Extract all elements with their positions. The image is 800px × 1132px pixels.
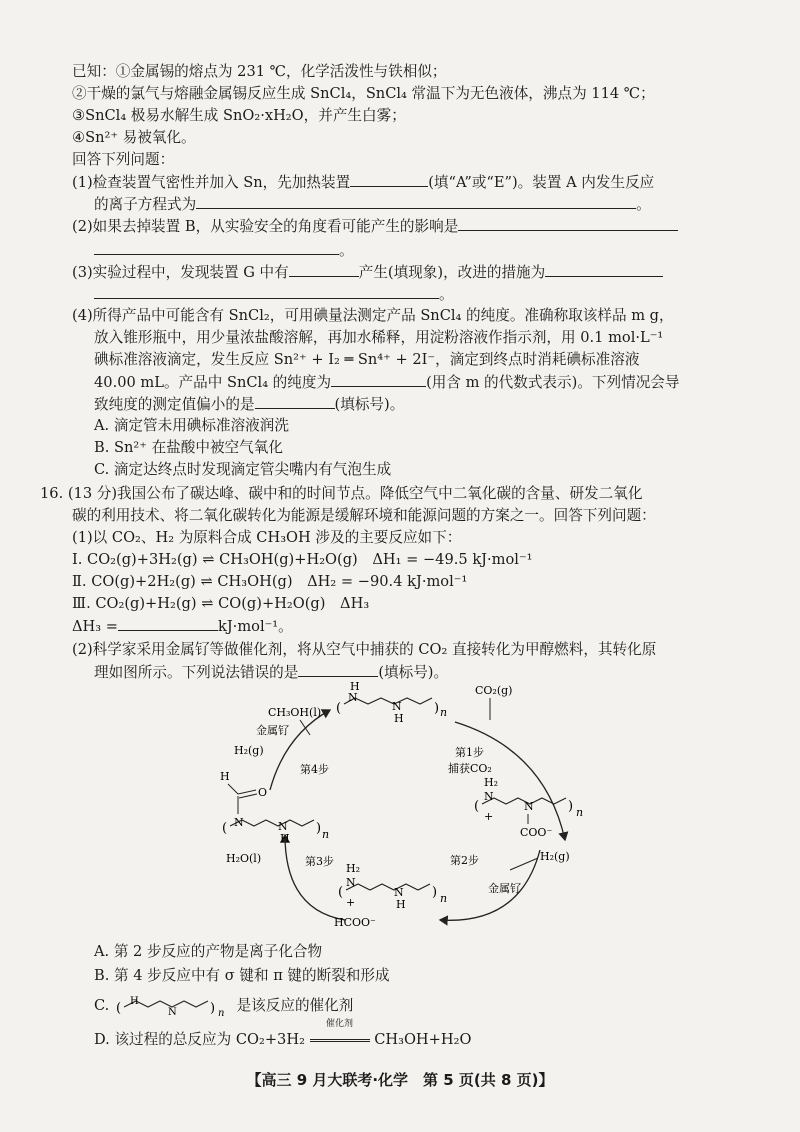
formamide-structure: [220, 770, 329, 845]
svg-text:(: (: [222, 821, 228, 836]
q15-part1-line2: 的离子方程式为 。: [94, 196, 651, 213]
q16-heading-2: 碳的利用技术、将二氧化碳转化为能源是缓解环境和能源问题的方案之一。回答下列问题：: [72, 507, 656, 524]
svg-text:N: N: [524, 800, 534, 813]
svg-text:H: H: [396, 898, 406, 911]
q16-heading-1: 16. (13 分)我国公布了碳达峰、碳中和的时间节点。降低空气中二氧化碳的含量、研发二氧化: [40, 485, 643, 502]
q16-part1-intro: (1)以 CO₂、H₂ 为原料合成 CH₃OH 涉及的主要反应如下：: [72, 529, 462, 546]
svg-text:n: n: [322, 828, 330, 841]
known-3: ③SnCl₄ 极易水解生成 SnO₂·xH₂O，并产生白雾；: [72, 107, 406, 124]
answer-blank[interactable]: [298, 662, 378, 677]
svg-text:N: N: [167, 1007, 177, 1018]
known-2: ②干燥的氯气与熔融金属锡反应生成 SnCl₄，SnCl₄ 常温下为无色液体，沸点为 114 ℃；: [72, 85, 655, 102]
q16-part2-line1: (2)科学家采用金属钌等做催化剂，将从空气中捕获的 CO₂ 直接转化为甲醇燃料，其转化原: [72, 641, 657, 658]
svg-text:): ): [568, 799, 574, 814]
step4-reagent: H₂(g): [234, 744, 264, 757]
svg-text:COO⁻: COO⁻: [520, 826, 553, 839]
q15-part4-line2: 放入锥形瓶中，用少量浓盐酸溶解，再加水稀释，用淀粉溶液作指示剂，用 0.1 mol·L⁻¹: [94, 329, 664, 346]
page-footer: 【高三 9 月大联考·化学 第 5 页(共 8 页)】: [246, 1071, 554, 1089]
step4-catalyst: 金属钌: [256, 724, 289, 737]
carbamate-structure: [474, 776, 583, 839]
product-methanol: CH₃OH(l): [268, 706, 322, 719]
svg-text:N: N: [348, 691, 358, 704]
svg-text:H₂: H₂: [346, 862, 361, 875]
q16-option-a: A. 第 2 步反应的产物是离子化合物: [94, 943, 323, 960]
svg-text:N: N: [346, 876, 356, 889]
q15-part2-line1: (2)如果去掉装置 B，从实验安全的角度看可能产生的影响是: [72, 216, 762, 237]
svg-text:N: N: [484, 790, 494, 803]
q15-part1-line1: (1)检查装置气密性并加入 Sn，先加热装置 (填“A”或“E”)。装置 A 内发生反应: [72, 174, 655, 191]
q15-part2-line2: 。: [94, 240, 784, 261]
svg-text:H: H: [394, 712, 404, 725]
known-intro: 已知：①金属锡的熔点为 231 ℃，化学活泼性与铁相似；: [72, 63, 447, 80]
svg-text:N: N: [394, 886, 404, 899]
cycle-arrow-step1: [455, 722, 565, 840]
q15-part4-line1: (4)所得产品中可能含有 SnCl₂，可用碘量法测定产品 SnCl₄ 的纯度。准确称取该样品 m g，: [72, 307, 674, 324]
answer-blank[interactable]: [118, 616, 218, 631]
svg-text:HCOO⁻: HCOO⁻: [334, 916, 376, 929]
svg-text:(: (: [474, 799, 480, 814]
reaction-1: Ⅰ. CO₂(g)+3H₂(g) ⇌ CH₃OH(g)+H₂O(g) ΔH₁ = −49.5 kJ·mol⁻¹: [72, 551, 533, 568]
answer-prompt: 回答下列问题：: [72, 151, 175, 168]
q15-option-a: A. 滴定管未用碘标准溶液润洗: [94, 417, 289, 434]
svg-text:n: n: [217, 1008, 225, 1019]
svg-text:O: O: [258, 786, 268, 799]
catalyst-top-structure: [336, 680, 447, 725]
svg-text:+: +: [346, 896, 356, 909]
q15-part4-line3: 碘标准溶液滴定，发生反应 Sn²⁺ + I₂ ═ Sn⁴⁺ + 2I⁻，滴定到终点时消耗碘标准溶液: [94, 351, 640, 368]
reaction-2: Ⅱ. CO(g)+2H₂(g) ⇌ CH₃OH(g) ΔH₂ = −90.4 kJ·mol⁻¹: [72, 573, 468, 590]
reaction-3: Ⅲ. CO₂(g)+H₂(g) ⇌ CO(g)+H₂O(g) ΔH₃: [72, 595, 370, 612]
formate-salt-structure: [334, 862, 447, 929]
step3-label: 第3步: [305, 855, 334, 868]
q15-option-b: B. Sn²⁺ 在盐酸中被空气氧化: [94, 439, 283, 456]
q16-option-b: B. 第 4 步反应中有 σ 键和 π 键的断裂和形成: [94, 967, 390, 984]
svg-text:N: N: [234, 816, 244, 829]
svg-text:H₂: H₂: [484, 776, 499, 789]
svg-text:n: n: [576, 806, 584, 819]
q16-option-d: D. 该过程的总反应为 CO₂+3H₂ 催化剂 CH₃OH+H₂O: [94, 1019, 472, 1048]
q15-option-c: C. 滴定达终点时发现滴定管尖嘴内有气泡生成: [94, 461, 392, 478]
cycle-arrow-step4: [270, 710, 330, 790]
delta-h3-line: ΔH₃ = kJ·mol⁻¹。: [72, 618, 293, 635]
q15-part3-end: 。: [94, 284, 784, 305]
svg-text:H: H: [350, 680, 360, 693]
svg-text:n: n: [440, 706, 448, 719]
answer-blank[interactable]: [331, 372, 426, 387]
svg-text:+: +: [484, 810, 494, 823]
q16-option-c: C. ( ) n H N 是该反应的催化剂: [94, 996, 354, 1019]
answer-blank[interactable]: [458, 216, 678, 231]
answer-blank[interactable]: [196, 194, 636, 209]
q15-part4-line5: 致纯度的测定值偏小的是 (填标号)。: [94, 396, 405, 413]
answer-blank[interactable]: [94, 240, 339, 255]
step2-catalyst: 金属钌: [488, 882, 521, 895]
q15-part3: (3)实验过程中，发现装置 G 中有 产生(填现象)，改进的措施为: [72, 262, 762, 283]
svg-text:(: (: [336, 701, 342, 716]
catalyst-arrow: 催化剂: [310, 1030, 370, 1050]
water-product: H₂O(l): [226, 852, 262, 865]
known-4: ④Sn²⁺ 易被氧化。: [72, 129, 196, 146]
step2-label: 第2步: [450, 854, 479, 867]
svg-text:N: N: [278, 820, 288, 833]
svg-text:(: (: [115, 1001, 122, 1016]
q15-part4-line4: 40.00 mL。产品中 SnCl₄ 的纯度为 (用含 m 的代数式表示)。下列情况会导: [94, 374, 680, 391]
answer-blank[interactable]: [94, 284, 439, 299]
catalytic-cycle-diagram: [0, 680, 800, 940]
step4-label: 第4步: [300, 763, 329, 776]
svg-text:(: (: [338, 885, 344, 900]
step2-reagent: H₂(g): [540, 850, 570, 863]
step1-label: 第1步: [455, 746, 484, 759]
svg-text:H: H: [220, 770, 230, 783]
catalyst-polyamine-structure: [114, 995, 232, 1017]
svg-text:H: H: [280, 832, 290, 845]
svg-text:): ): [209, 1001, 216, 1016]
step1-note: 捕获CO₂: [448, 762, 492, 775]
svg-text:H: H: [129, 996, 139, 1007]
cycle-arrow-step3: [285, 835, 345, 920]
answer-blank[interactable]: [289, 262, 359, 277]
svg-text:): ): [432, 885, 438, 900]
answer-blank[interactable]: [255, 394, 335, 409]
answer-blank[interactable]: [545, 262, 663, 277]
reagent-co2: CO₂(g): [475, 684, 513, 697]
svg-text:): ): [316, 821, 322, 836]
q16-part2-line2: 理如图所示。下列说法错误的是 (填标号)。: [94, 664, 449, 681]
svg-text:N: N: [392, 700, 402, 713]
svg-text:): ): [434, 701, 440, 716]
answer-blank[interactable]: [350, 172, 428, 187]
svg-text:n: n: [440, 892, 448, 905]
